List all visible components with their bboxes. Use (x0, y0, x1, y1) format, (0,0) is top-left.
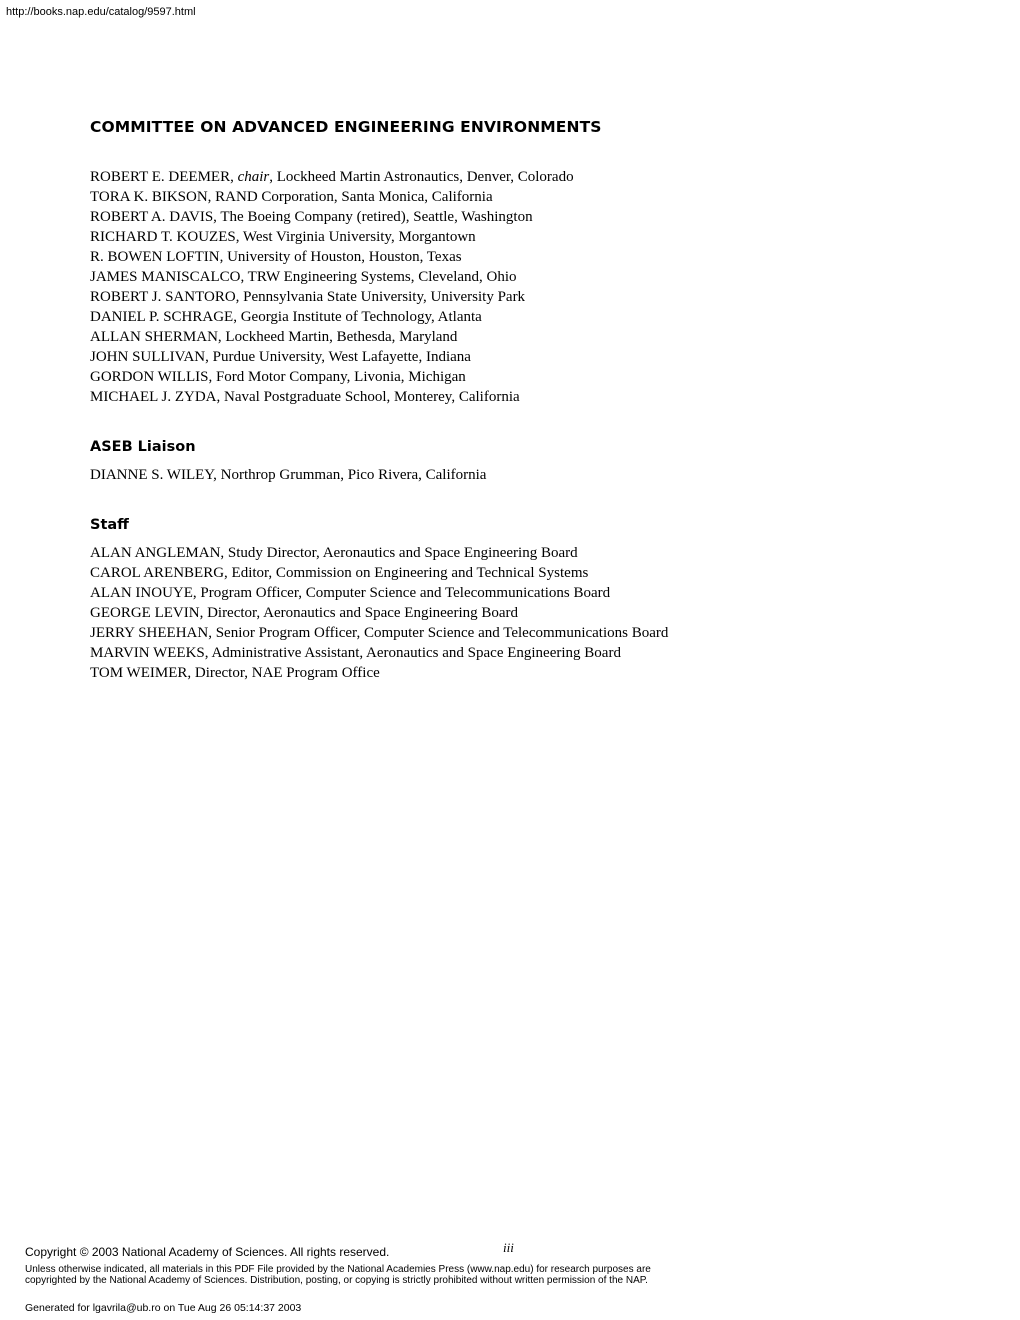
liaison-heading: ASEB Liaison (90, 439, 196, 455)
staff-member: GEORGE LEVIN, Director, Aeronautics and Space Engineering Board (90, 605, 519, 621)
chair-name: ROBERT E. DEEMER, (90, 169, 238, 185)
page-number: iii (503, 1240, 514, 1255)
committee-member: ROBERT J. SANTORO, Pennsylvania State University, University Park (90, 289, 526, 305)
committee-member-list (90, 167, 990, 407)
chair-affiliation: , Lockheed Martin Astronautics, Denver, Colorado (269, 169, 574, 185)
committee-member: MICHAEL J. ZYDA, Naval Postgraduate School, Monterey, California (90, 389, 520, 405)
staff-member: TOM WEIMER, Director, NAE Program Office (90, 665, 380, 681)
committee-member: RICHARD T. KOUZES, West Virginia University, Morgantown (90, 229, 476, 245)
committee-chair (90, 167, 990, 187)
copyright-notice: Copyright © 2003 National Academy of Sciences. All rights reserved. (25, 1245, 390, 1259)
staff-heading: Staff (90, 517, 129, 533)
liaison-list (90, 465, 990, 485)
committee-member: GORDON WILLIS, Ford Motor Company, Livonia, Michigan (90, 369, 466, 385)
committee-title: COMMITTEE ON ADVANCED ENGINEERING ENVIRONMENTS (90, 118, 602, 136)
committee-member: JOHN SULLIVAN, Purdue University, West Lafayette, Indiana (90, 349, 471, 365)
staff-member: ALAN ANGLEMAN, Study Director, Aeronautics and Space Engineering Board (90, 545, 578, 561)
staff-list (90, 543, 990, 683)
committee-member: ALLAN SHERMAN, Lockheed Martin, Bethesda, Maryland (90, 329, 458, 345)
document-body (90, 116, 990, 683)
staff-member: JERRY SHEEHAN, Senior Program Officer, Computer Science and Telecommunications Board (90, 625, 669, 641)
staff-member: CAROL ARENBERG, Editor, Commission on Engineering and Technical Systems (90, 565, 589, 581)
liaison-member: DIANNE S. WILEY, Northrop Grumman, Pico Rivera, California (90, 467, 487, 483)
staff-member: MARVIN WEEKS, Administrative Assistant, Aeronautics and Space Engineering Board (90, 645, 621, 661)
committee-member: DANIEL P. SCHRAGE, Georgia Institute of Technology, Atlanta (90, 309, 482, 325)
generated-stamp: Generated for lgavrila@ub.ro on Tue Aug 26 05:14:37 2003 (25, 1302, 302, 1314)
source-url[interactable]: http://books.nap.edu/catalog/9597.html (6, 6, 196, 18)
staff-member: ALAN INOUYE, Program Officer, Computer Science and Telecommunications Board (90, 585, 611, 601)
committee-member: ROBERT A. DAVIS, The Boeing Company (retired), Seattle, Washington (90, 209, 533, 225)
usage-notice: Unless otherwise indicated, all materials in this PDF File provided by the National Academies Press (www.nap.edu) for research purposes are copyrighted by the National Academy of Sciences. Distribution, posting, or copying is strictly prohibited without written permission of the NAP. (25, 1264, 651, 1286)
committee-member: R. BOWEN LOFTIN, University of Houston, Houston, Texas (90, 249, 462, 265)
committee-member: TORA K. BIKSON, RAND Corporation, Santa Monica, California (90, 189, 493, 205)
committee-member: JAMES MANISCALCO, TRW Engineering Systems, Cleveland, Ohio (90, 269, 517, 285)
chair-role: chair (237, 169, 270, 185)
